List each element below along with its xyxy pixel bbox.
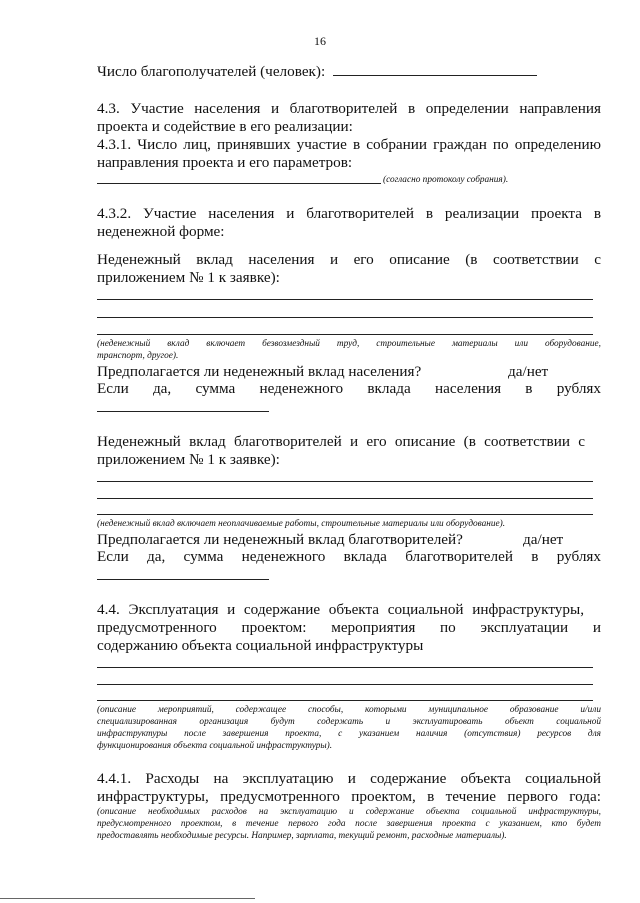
section-4-3-2-line1: 4.3.2. Участие населения и благотворителей в реализации проекта в [97,205,601,222]
section-4-4-line1: 4.4. Эксплуатация и содержание объекта социальной инфраструктуры, [97,601,584,618]
section-4-3-1-line1: 4.3.1. Число лиц, принявших участие в собрании граждан по определению [97,136,601,153]
population-amount-label: Если да, сумма неденежного вклада населения в рублях [97,380,601,397]
population-note-line2: транспорт, другое). [97,351,179,361]
section-4-3-2-line2: неденежной форме: [97,223,225,240]
donors-yes-no[interactable]: да/нет [523,531,564,548]
donors-heading-line2: приложением № 1 к заявке): [97,451,280,468]
participants-blank[interactable] [97,183,381,184]
donors-amount-label: Если да, сумма неденежного вклада благотворителей в рублях [97,548,601,565]
maintenance-description-line-2[interactable] [97,684,593,685]
population-question: Предполагается ли неденежный вклад населения? [97,363,422,380]
beneficiaries-row [97,63,537,81]
maintenance-note-line2: специализированная организация будут содержать и эксплуатировать объект социальной [97,717,601,727]
expenses-note-line3: предоставлять необходимые ресурсы. Например, зарплата, текущий ремонт, расходные материалы). [97,831,507,841]
section-4-4-1-line2: инфраструктуры, предусмотренного проектом, в течение первого года: [97,788,601,805]
beneficiaries-label: Число благополучателей (человек): [97,63,326,80]
maintenance-note-line3: инфраструктуры после завершения проекта, с указанием наличия (отсутствия) ресурсов для [97,729,601,739]
maintenance-note-line1: (описание мероприятий, содержащее способы, которыми муниципальное образование и/или [97,705,601,715]
population-heading-line1: Неденежный вклад населения и его описание (в соответствии с [97,251,601,268]
maintenance-description-line-1[interactable] [97,667,593,668]
section-4-3-line2: проекта и содействие в его реализации: [97,118,353,135]
population-heading-line2: приложением № 1 к заявке): [97,269,280,286]
population-description-line-2[interactable] [97,317,593,318]
expenses-note-line1: (описание необходимых расходов на эксплуатацию и содержание объекта социальной инфраструктуры, [97,807,601,817]
donors-amount-blank[interactable] [97,579,269,580]
donors-description-line-1[interactable] [97,481,593,482]
expenses-note-line2: предусмотренного проектом, в течение первого года после завершения проекта с указанием, кто будет [97,819,601,829]
donors-heading-line1: Неденежный вклад благотворителей и его описание (в соответствии с [97,433,585,450]
participants-note: (согласно протоколу собрания). [383,175,509,185]
footnote-separator [0,898,255,899]
page-number: 16 [314,34,326,48]
donors-description-line-2[interactable] [97,498,593,499]
donors-question: Предполагается ли неденежный вклад благотворителей? [97,531,463,548]
maintenance-description-line-3[interactable] [97,700,593,701]
section-4-4-line2: предусмотренного проектом: мероприятия по эксплуатации и [97,619,601,636]
section-4-4-1-line1: 4.4.1. Расходы на эксплуатацию и содержание объекта социальной [97,770,601,787]
donors-note: (неденежный вклад включает неоплачиваемые работы, строительные материалы или оборудование). [97,519,506,529]
population-amount-blank[interactable] [97,411,269,412]
donors-description-line-3[interactable] [97,514,593,515]
section-4-3-1-line2: направления проекта и его параметров: [97,154,353,171]
population-description-line-1[interactable] [97,299,593,300]
population-yes-no[interactable]: да/нет [508,363,549,380]
beneficiaries-blank[interactable] [333,63,537,76]
maintenance-note-line4: функционирования объекта социальной инфраструктуры). [97,741,333,751]
population-note-line1: (неденежный вклад включает безвозмездный труд, строительные материалы или оборудование, [97,339,601,349]
section-4-3-line1: 4.3. Участие населения и благотворителей в определении направления [97,100,601,117]
population-description-line-3[interactable] [97,334,593,335]
section-4-4-line3: содержанию объекта социальной инфраструктуры [97,637,424,654]
